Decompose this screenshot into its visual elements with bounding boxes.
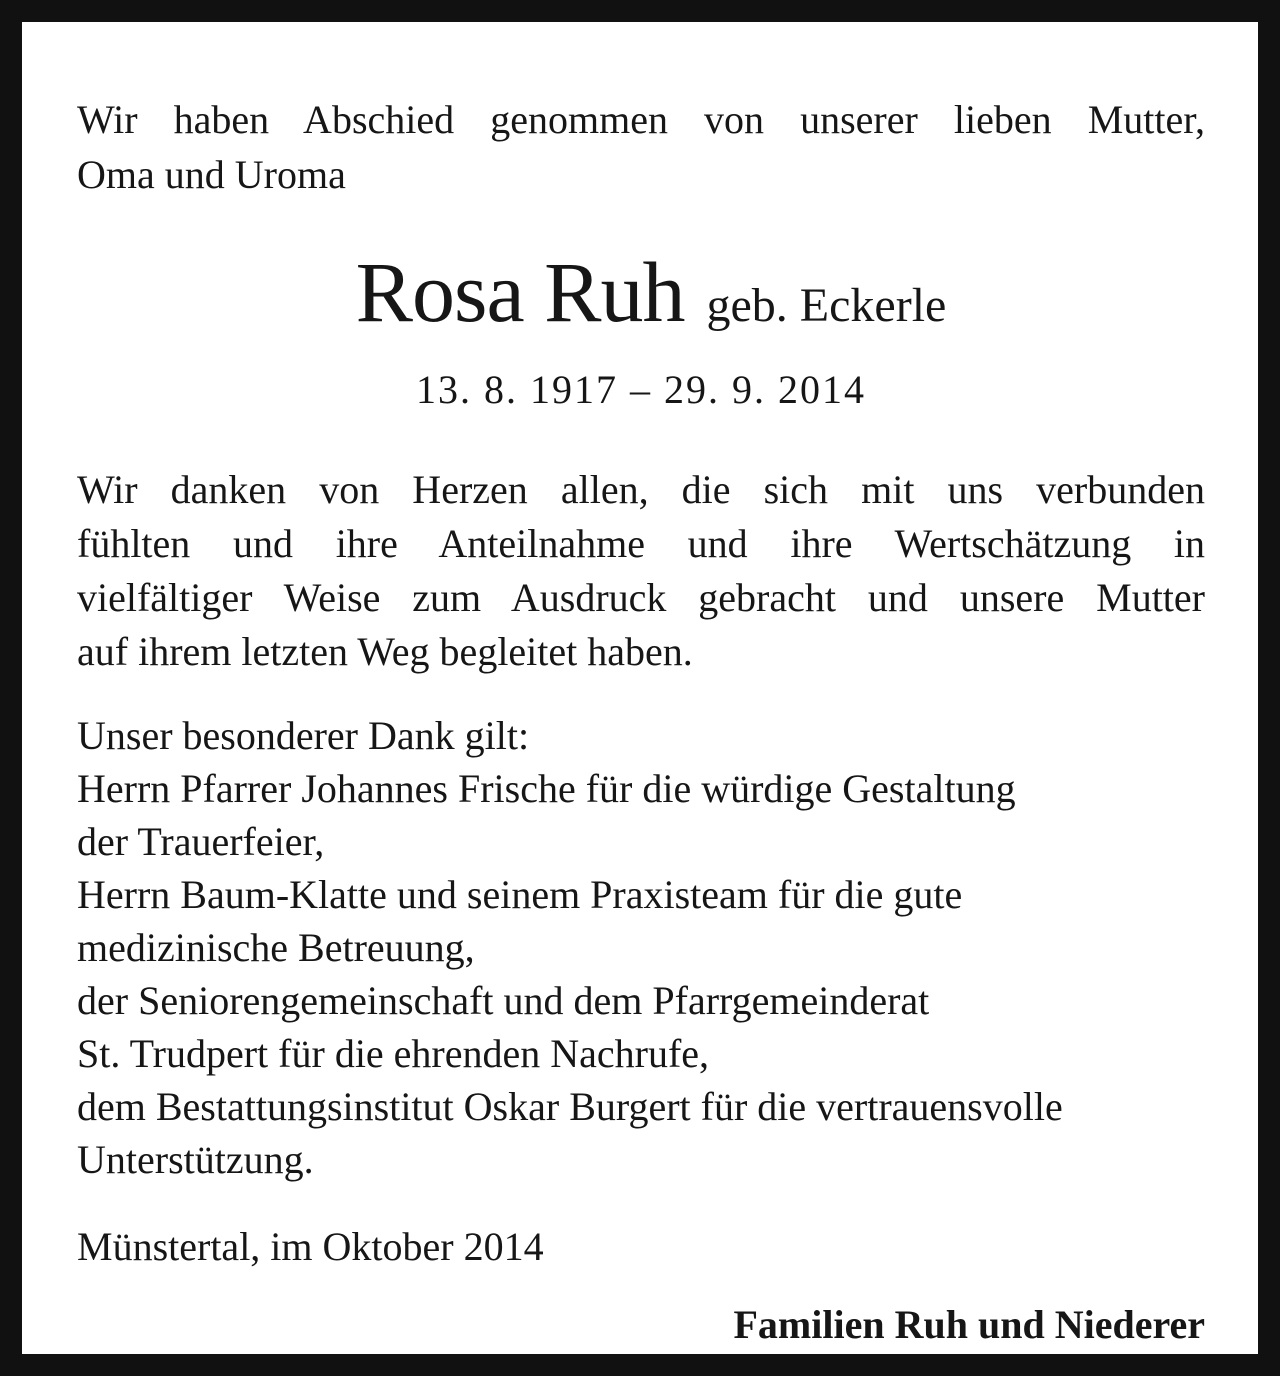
special-thanks-line: Unser besonderer Dank gilt: — [77, 713, 530, 758]
family-signature: Familien Ruh und Niederer — [733, 1302, 1205, 1347]
thanks-line: fühlten und ihre Anteilnahme und ihre Wertschätzung in — [77, 521, 1205, 566]
thanks-line: Wir danken von Herzen allen, die sich mit uns verbunden — [77, 467, 1205, 512]
place-and-date: Münstertal, im Oktober 2014 — [77, 1224, 544, 1269]
special-thanks-line: Unterstützung. — [77, 1137, 314, 1182]
deceased-name: Rosa Ruh — [355, 244, 685, 340]
special-thanks-line: der Seniorengemeinschaft und dem Pfarrgemeinderat — [77, 978, 930, 1023]
deceased-name-line — [77, 244, 1205, 359]
special-thanks-line: dem Bestattungsinstitut Oskar Burgert für die vertrauensvolle — [77, 1084, 1063, 1129]
thanks-line: vielfältiger Weise zum Ausdruck gebracht und unsere Mutter — [77, 575, 1205, 620]
special-thanks-line: Herrn Pfarrer Johannes Frische für die würdige Gestaltung — [77, 766, 1016, 811]
thanks-line: auf ihrem letzten Weg begleitet haben. — [77, 629, 693, 674]
notice-content — [77, 92, 1205, 1352]
special-thanks-paragraph — [77, 709, 1205, 1186]
special-thanks-line: der Trauerfeier, — [77, 819, 325, 864]
special-thanks-line: St. Trudpert für die ehrenden Nachrufe, — [77, 1031, 710, 1076]
intro-text — [77, 92, 1205, 202]
maiden-name: geb. Eckerle — [706, 279, 947, 332]
intro-line: Oma und Uroma — [77, 152, 346, 197]
special-thanks-line: Herrn Baum-Klatte und seinem Praxisteam für die gute — [77, 872, 963, 917]
thanks-paragraph — [77, 463, 1205, 679]
special-thanks-line: medizinische Betreuung, — [77, 925, 475, 970]
obituary-notice — [22, 22, 1258, 1354]
intro-line: Wir haben Abschied genommen von unserer lieben Mutter, — [77, 97, 1205, 142]
life-dates: 13. 8. 1917 – 29. 9. 2014 — [416, 367, 866, 412]
